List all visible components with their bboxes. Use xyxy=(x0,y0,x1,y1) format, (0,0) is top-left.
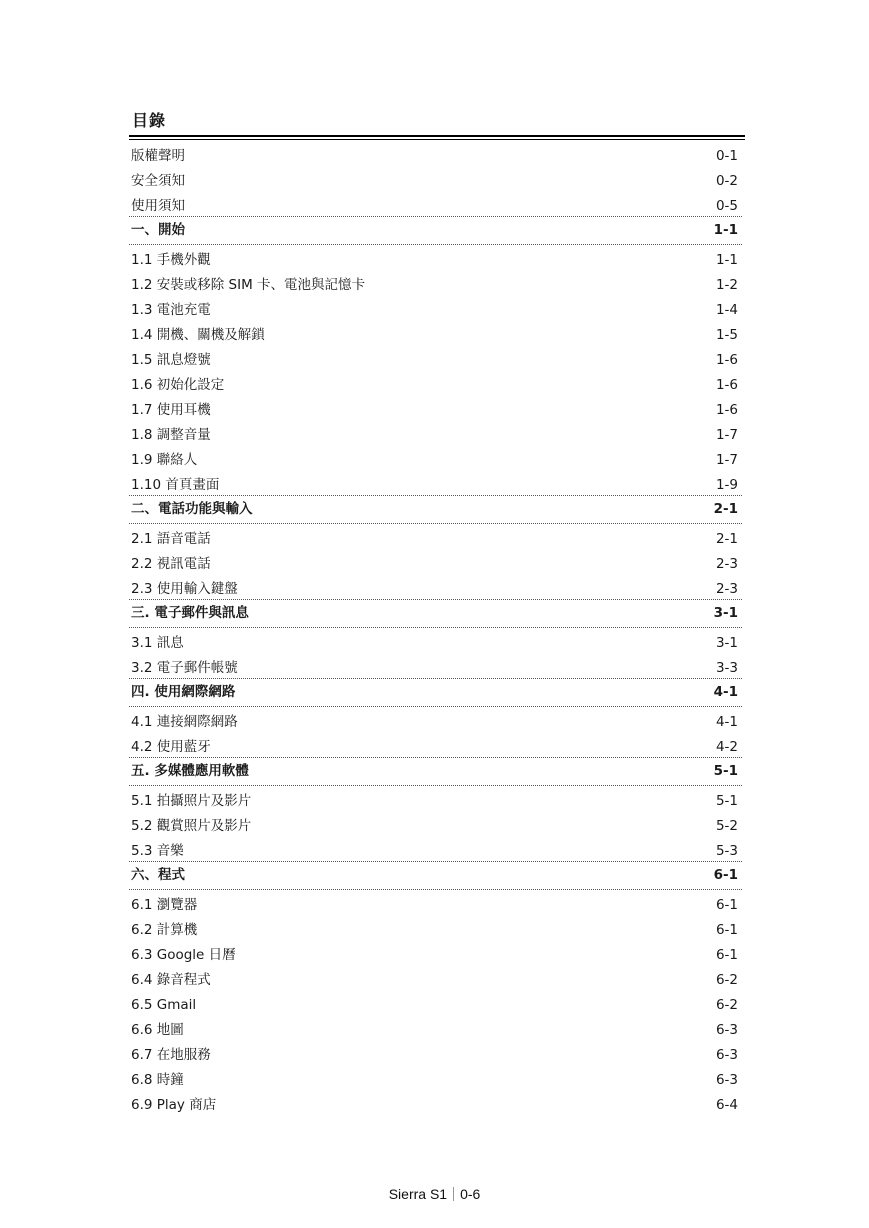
toc-entry xyxy=(131,915,738,940)
toc-chapter-heading-label: 一、開始 xyxy=(131,222,185,238)
toc-entry-page: 1-7 xyxy=(715,452,738,468)
toc-chapter-heading xyxy=(131,217,738,244)
toc-entry xyxy=(131,141,738,166)
toc-entry xyxy=(131,245,738,270)
toc-entry xyxy=(131,295,738,320)
toc-entry-label: 5.2 觀賞照片及影片 xyxy=(131,818,252,834)
toc-entry-label: 3.1 訊息 xyxy=(131,635,184,651)
toc-entry-label: 6.6 地圖 xyxy=(131,1022,184,1038)
toc-entry-label: 6.1 瀏覽器 xyxy=(131,897,198,913)
footer-divider xyxy=(453,1187,454,1201)
toc-entry-label: 6.8 時鐘 xyxy=(131,1072,184,1088)
toc-entry-page: 0-1 xyxy=(715,148,738,164)
toc-entry xyxy=(131,940,738,965)
toc-chapter-heading xyxy=(131,679,738,706)
toc-entry-page: 1-6 xyxy=(715,377,738,393)
toc-entry xyxy=(131,628,738,653)
toc-entry xyxy=(131,270,738,295)
toc-entry-label: 6.2 計算機 xyxy=(131,922,198,938)
toc-entry-page: 6-3 xyxy=(715,1047,738,1063)
toc-chapter-heading-page: 3-1 xyxy=(713,605,738,621)
toc-entry xyxy=(131,965,738,990)
toc-entry-page: 3-1 xyxy=(715,635,738,651)
toc-chapter-heading-label: 五. 多媒體應用軟體 xyxy=(131,763,249,779)
toc-entry-label: 使用須知 xyxy=(131,198,185,214)
toc-entry-page: 6-2 xyxy=(715,997,738,1013)
footer-page-number: 0-6 xyxy=(460,1186,481,1202)
toc-entry-page: 1-1 xyxy=(715,252,738,268)
toc-entry-label: 1.3 電池充電 xyxy=(131,302,211,318)
toc-chapter-heading-page: 2-1 xyxy=(713,501,738,517)
toc-entry-label: 1.9 聯絡人 xyxy=(131,452,198,468)
toc-chapter-heading xyxy=(131,758,738,785)
toc-entry-page: 2-3 xyxy=(715,581,738,597)
toc-entry-page: 1-7 xyxy=(715,427,738,443)
toc-entry-page: 6-3 xyxy=(715,1072,738,1088)
toc-entry-page: 1-9 xyxy=(715,477,738,493)
toc-chapter-heading xyxy=(131,600,738,627)
toc-entry-page: 6-1 xyxy=(715,897,738,913)
toc-entry-label: 版權聲明 xyxy=(131,148,185,164)
toc-chapter-heading xyxy=(131,496,738,523)
toc-entry-label: 6.5 Gmail xyxy=(131,997,197,1013)
toc-entry-label: 1.7 使用耳機 xyxy=(131,402,211,418)
toc-entry xyxy=(131,345,738,370)
toc-entry-label: 安全須知 xyxy=(131,173,185,189)
toc-entry-label: 2.1 語音電話 xyxy=(131,531,211,547)
toc-chapter-heading-page: 1-1 xyxy=(713,222,738,238)
toc-entry xyxy=(131,395,738,420)
toc-entry xyxy=(131,990,738,1015)
toc-entry xyxy=(131,166,738,191)
toc-entry-page: 0-5 xyxy=(715,198,738,214)
toc-entry-label: 6.3 Google 日曆 xyxy=(131,947,236,963)
toc-entry-label: 1.10 首頁畫面 xyxy=(131,477,220,493)
toc-entry xyxy=(131,1065,738,1090)
toc-entry xyxy=(131,786,738,811)
toc-entry-label: 5.3 音樂 xyxy=(131,843,184,859)
toc-entry-label: 1.8 調整音量 xyxy=(131,427,211,443)
toc-entry xyxy=(131,191,738,216)
toc-entry-page: 6-2 xyxy=(715,972,738,988)
toc-title: 目錄 xyxy=(132,111,167,130)
toc-entry xyxy=(131,524,738,549)
toc-entry-label: 1.1 手機外觀 xyxy=(131,252,211,268)
toc-entry xyxy=(131,320,738,345)
toc-entry-page: 6-3 xyxy=(715,1022,738,1038)
toc-entry-page: 1-6 xyxy=(715,352,738,368)
toc-entry xyxy=(131,574,738,599)
toc-entry-label: 1.2 安裝或移除 SIM 卡、電池與記憶卡 xyxy=(131,277,366,293)
toc-entry-page: 2-1 xyxy=(715,531,738,547)
table-of-contents xyxy=(131,141,738,1115)
toc-entry xyxy=(131,549,738,574)
toc-entry xyxy=(131,1015,738,1040)
toc-entry xyxy=(131,890,738,915)
toc-chapter-heading-label: 三. 電子郵件與訊息 xyxy=(131,605,249,621)
toc-entry-label: 6.4 錄音程式 xyxy=(131,972,211,988)
toc-entry-page: 6-1 xyxy=(715,922,738,938)
toc-entry xyxy=(131,445,738,470)
toc-entry-page: 6-4 xyxy=(715,1097,738,1113)
toc-chapter-heading-label: 六、程式 xyxy=(131,867,185,883)
toc-chapter-heading-page: 6-1 xyxy=(713,867,738,883)
toc-entry-page: 6-1 xyxy=(715,947,738,963)
toc-entry xyxy=(131,420,738,445)
toc-entry-label: 6.7 在地服務 xyxy=(131,1047,211,1063)
toc-entry-label: 1.4 開機、關機及解鎖 xyxy=(131,327,265,343)
toc-entry-page: 5-2 xyxy=(715,818,738,834)
toc-entry-page: 0-2 xyxy=(715,173,738,189)
toc-entry xyxy=(131,470,738,495)
title-rule-thin xyxy=(129,139,745,140)
toc-entry-page: 3-3 xyxy=(715,660,738,676)
toc-entry xyxy=(131,732,738,757)
toc-entry-page: 4-2 xyxy=(715,739,738,755)
toc-entry xyxy=(131,811,738,836)
toc-chapter-heading-label: 二、電話功能與輸入 xyxy=(131,501,253,517)
toc-entry-label: 3.2 電子郵件帳號 xyxy=(131,660,238,676)
toc-chapter-heading xyxy=(131,862,738,889)
toc-entry-label: 1.6 初始化設定 xyxy=(131,377,225,393)
toc-entry xyxy=(131,653,738,678)
toc-entry-page: 5-1 xyxy=(715,793,738,809)
toc-entry xyxy=(131,370,738,395)
toc-entry-page: 1-5 xyxy=(715,327,738,343)
page-footer xyxy=(0,1186,869,1202)
toc-entry-page: 2-3 xyxy=(715,556,738,572)
toc-entry xyxy=(131,1090,738,1115)
toc-entry-page: 4-1 xyxy=(715,714,738,730)
toc-entry-label: 4.2 使用藍牙 xyxy=(131,739,211,755)
toc-entry-page: 1-4 xyxy=(715,302,738,318)
toc-entry-page: 1-6 xyxy=(715,402,738,418)
toc-entry-page: 1-2 xyxy=(715,277,738,293)
toc-entry-label: 1.5 訊息燈號 xyxy=(131,352,211,368)
toc-entry-label: 6.9 Play 商店 xyxy=(131,1097,217,1113)
toc-entry-page: 5-3 xyxy=(715,843,738,859)
toc-entry-label: 4.1 連接網際網路 xyxy=(131,714,238,730)
title-rule xyxy=(129,135,745,137)
toc-chapter-heading-page: 5-1 xyxy=(713,763,738,779)
toc-entry xyxy=(131,836,738,861)
footer-product-name: Sierra S1 xyxy=(388,1186,448,1202)
toc-entry-label: 2.2 視訊電話 xyxy=(131,556,211,572)
toc-chapter-heading-label: 四. 使用網際網路 xyxy=(131,684,236,700)
toc-entry-label: 2.3 使用輸入鍵盤 xyxy=(131,581,238,597)
toc-chapter-heading-page: 4-1 xyxy=(713,684,738,700)
toc-entry xyxy=(131,1040,738,1065)
toc-entry-label: 5.1 拍攝照片及影片 xyxy=(131,793,252,809)
toc-entry xyxy=(131,707,738,732)
